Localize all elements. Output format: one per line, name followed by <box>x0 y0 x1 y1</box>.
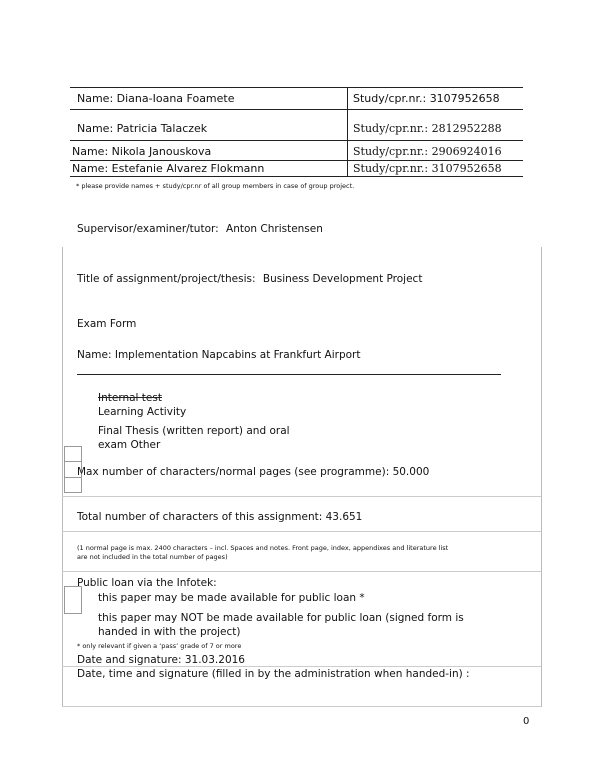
normal-page-note-2: are not included in the total number of pages) <box>77 553 228 561</box>
supervisor-field <box>77 223 323 235</box>
member-name: Name: Diana-Ioana Foamete <box>77 92 235 105</box>
option-public-loan-yes: this paper may be made available for public loan * <box>98 592 365 604</box>
divider-line <box>62 571 541 572</box>
title-field <box>77 273 422 285</box>
member-row <box>70 87 523 109</box>
member-study-nr: Study/cpr.nr.: 3107952658 <box>353 162 502 175</box>
member-name: Name: Nikola Janouskova <box>72 145 212 158</box>
exam-form-label: Exam Form <box>77 318 137 330</box>
form-left-border <box>62 247 63 707</box>
table-divider <box>347 141 348 160</box>
member-row <box>70 140 523 160</box>
form-right-border <box>541 247 542 707</box>
member-row <box>70 109 523 140</box>
table-divider <box>347 161 348 176</box>
checkbox[interactable] <box>64 446 82 461</box>
divider-line <box>77 374 501 375</box>
option-public-loan-no-cont: handed in with the project) <box>98 626 241 638</box>
supervisor-label: Supervisor/examiner/tutor: <box>77 223 219 235</box>
title-label: Title of assignment/project/thesis: <box>77 273 256 285</box>
title-value: Business Development Project <box>262 273 423 285</box>
strike-line <box>98 397 162 398</box>
member-name: Name: Estefanie Alvarez Flokmann <box>72 162 265 175</box>
divider-line <box>62 531 541 532</box>
member-study-nr: Study/cpr.nr.: 2906924016 <box>353 145 502 158</box>
max-characters: Max number of characters/normal pages (see programme): 50.000 <box>77 466 430 478</box>
member-row <box>70 160 523 177</box>
option-learning-activity: Learning Activity <box>98 406 187 418</box>
member-study-nr: Study/cpr.nr.: 2812952288 <box>353 122 502 135</box>
members-table <box>70 87 523 177</box>
members-note: * please provide names + study/cpr.nr of all group members in case of group project. <box>76 182 355 190</box>
exam-name: Name: Implementation Napcabins at Frankfurt Airport <box>77 349 361 361</box>
normal-page-note-1: (1 normal page is max. 2400 characters – incl. Spaces and notes. Front page, index, appendixes and literature list <box>77 544 449 552</box>
date-signature: Date and signature: 31.03.2016 <box>77 654 245 666</box>
admin-signature: Date, time and signature (filled in by the administration when handed-in) : <box>77 668 470 680</box>
checkbox[interactable] <box>64 586 82 614</box>
member-study-nr: Study/cpr.nr.: 3107952658 <box>353 92 500 105</box>
public-loan-note: * only relevant if given a ‘pass’ grade of 7 or more <box>77 642 242 650</box>
supervisor-value: Anton Christensen <box>226 223 323 235</box>
table-divider <box>347 88 348 109</box>
page-number: 0 <box>523 716 530 727</box>
option-public-loan-no: this paper may NOT be made available for public loan (signed form is <box>98 612 464 624</box>
divider-line <box>62 666 541 667</box>
option-internal-test: Internal test <box>98 392 162 404</box>
divider-line <box>62 496 541 497</box>
table-divider <box>347 110 348 140</box>
form-bottom-border <box>62 706 541 707</box>
total-characters: Total number of characters of this assignment: 43.651 <box>77 511 363 523</box>
option-exam-other: exam Other <box>98 439 161 451</box>
member-name: Name: Patricia Talaczek <box>77 122 208 135</box>
public-loan-label: Public loan via the Infotek: <box>77 577 217 589</box>
option-final-thesis: Final Thesis (written report) and oral <box>98 425 290 437</box>
checkbox[interactable] <box>64 477 82 493</box>
